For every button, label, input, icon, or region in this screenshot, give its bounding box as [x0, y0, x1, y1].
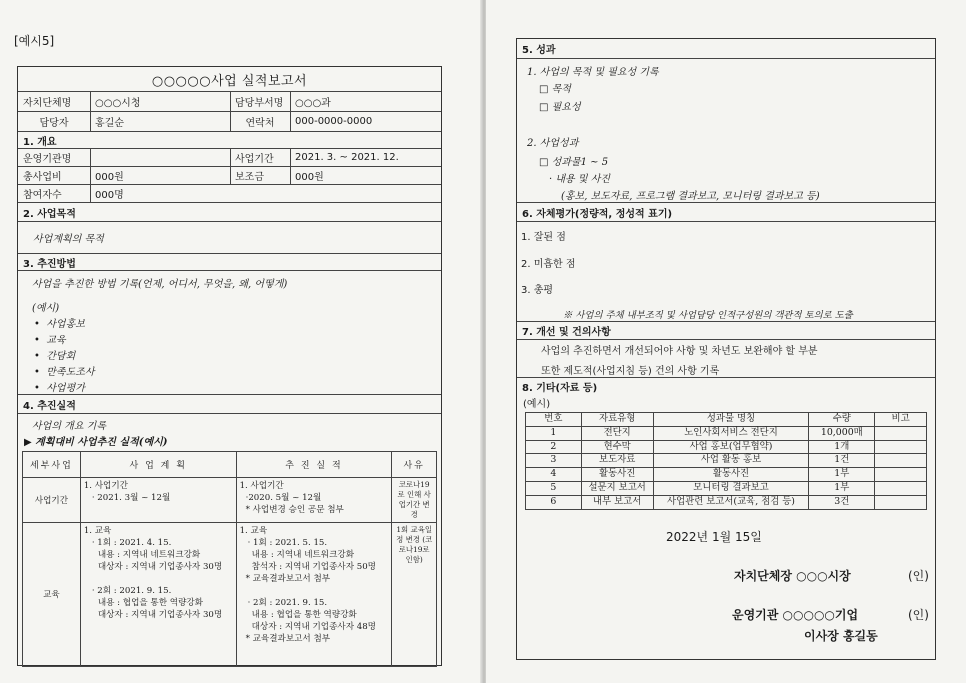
table-cell [875, 495, 927, 509]
method-example: (예시) [32, 303, 60, 314]
table-cell: 1부 [809, 468, 875, 482]
etc-heading: 8. 기타(자료 등) [522, 383, 598, 394]
report-date: 2022년 1월 15일 [666, 530, 762, 544]
results-heading: 4. 추진실적 [23, 400, 76, 412]
table-cell: 사업 홍보(업무협약) [653, 440, 809, 454]
results-table [22, 451, 437, 667]
subsidy-label: 보조금 [235, 172, 264, 183]
method-item: • 사업평가 [34, 383, 85, 394]
signer2-seal: (인) [908, 608, 929, 622]
method-text: 사업을 추진한 방법 기록(언제, 어디서, 무엇을, 왜, 어떻게) [32, 279, 288, 290]
table-cell: 6 [526, 495, 582, 509]
org-value: ○○○시청 [95, 98, 141, 109]
participants-label: 참여자수 [23, 190, 62, 201]
results-line1: 사업의 개요 기록 [32, 421, 106, 432]
table-cell [875, 440, 927, 454]
contact-value: 000-0000-0000 [295, 116, 373, 127]
method-heading: 3. 추진방법 [23, 258, 76, 270]
col-reason: 사유 [392, 452, 437, 478]
method-item: • 교육 [34, 335, 66, 346]
table-cell: 2 [526, 440, 582, 454]
signer2-label: 운영기관 ○○○○○기업 [732, 608, 859, 622]
operator-label: 운영기관명 [23, 154, 72, 165]
row-plan: 1. 사업기간 · 2021. 3월 ~ 12월 [80, 478, 236, 523]
participants-value: 000명 [95, 190, 124, 201]
method-item: • 사업홍보 [34, 319, 85, 330]
contact-label: 연락처 [245, 118, 275, 129]
table-cell: 보도자료 [581, 454, 653, 468]
outcome-section [517, 59, 935, 203]
method-section [18, 271, 441, 395]
table-cell: 활동사진 [581, 468, 653, 482]
report-form [17, 66, 442, 666]
outcome-sub2: 2. 사업성과 [527, 138, 579, 149]
table-cell: 활동사진 [653, 468, 809, 482]
col-type: 자료유형 [581, 413, 653, 427]
table-row [526, 468, 927, 482]
check-outputs: □ 성과물1 ~ 5 [539, 157, 609, 168]
table-cell: 설문지 보고서 [581, 482, 653, 496]
table-cell: 5 [526, 482, 582, 496]
purpose-heading: 2. 사업목적 [23, 208, 76, 220]
table-cell: 노인사회서비스 전단지 [653, 426, 809, 440]
improve-line1: 사업의 추진하면서 개선되어야 사항 및 차년도 보완해야 할 부분 [541, 346, 818, 357]
col-qty: 수량 [809, 413, 875, 427]
table-cell [875, 454, 927, 468]
budget-value: 000원 [95, 172, 124, 183]
purpose-text: 사업계획의 목적 [33, 234, 104, 245]
eval-good: 1. 잘된 점 [521, 232, 566, 243]
table-cell [875, 482, 927, 496]
signer1-seal: (인) [908, 569, 929, 583]
table-cell: 내부 보고서 [581, 495, 653, 509]
self-eval-section [517, 222, 935, 322]
improve-section [517, 340, 935, 378]
table-row [526, 440, 927, 454]
dept-label: 담당부서명 [235, 98, 284, 109]
col-plan: 사 업 계 획 [80, 452, 236, 478]
table-cell: 사업 활동 홍보 [653, 454, 809, 468]
table-cell [875, 426, 927, 440]
table-cell: 1부 [809, 482, 875, 496]
col-actual: 추 진 실 적 [236, 452, 392, 478]
example-label: [예시5] [14, 34, 55, 48]
table-cell: 사업관련 보고서(교육, 점검 등) [653, 495, 809, 509]
overview-heading: 1. 개요 [23, 136, 57, 148]
outcome-sub1: 1. 사업의 목적 및 필요성 기록 [527, 67, 659, 78]
check-necessity: □ 필요성 [539, 102, 581, 113]
outcome-detail: (홍보, 보도자료, 프로그램 결과보고, 모니터링 결과보고 등) [561, 191, 820, 202]
col-title: 성과물 명칭 [653, 413, 809, 427]
table-cell [875, 468, 927, 482]
org-label: 자치단체명 [23, 98, 72, 109]
eval-lacking: 2. 미흡한 점 [521, 259, 576, 270]
table-row [526, 495, 927, 509]
row-actual: 1. 사업기간 ·2020. 5월 ~ 12월 * 사업변경 승인 공문 첨부 [236, 478, 392, 523]
col-no: 번호 [526, 413, 582, 427]
outcome-heading: 5. 성과 [522, 45, 556, 56]
self-eval-heading: 6. 자체평가(정량적, 정성적 표기) [522, 208, 673, 220]
method-item: • 만족도조사 [34, 367, 95, 378]
table-row [526, 426, 927, 440]
check-purpose: □ 목적 [539, 84, 571, 95]
table-cell: 현수막 [581, 440, 653, 454]
signer2-name: 이사장 홍길동 [804, 629, 878, 643]
col-subproject: 세부사업 [23, 452, 81, 478]
eval-overall: 3. 총평 [521, 285, 554, 296]
manager-label: 담당자 [39, 118, 69, 129]
table-row [23, 522, 437, 666]
subsidy-value: 000원 [295, 172, 324, 183]
table-cell: 1 [526, 426, 582, 440]
table-cell: 모니터링 결과보고 [653, 482, 809, 496]
table-cell: 1개 [809, 440, 875, 454]
report-title: ○○○○○사업 실적보고서 [151, 73, 308, 89]
table-row [526, 454, 927, 468]
report-form-continued [516, 38, 936, 660]
period-value: 2021. 3. ~ 2021. 12. [295, 152, 399, 163]
table-row [23, 478, 437, 523]
period-label: 사업기간 [235, 154, 274, 165]
table-cell: 10,000매 [809, 426, 875, 440]
row-name: 사업기간 [23, 478, 81, 523]
row-plan: 1. 교육 · 1회 : 2021. 4. 15. 내용 : 지역내 네트워크강화 대상자 : 지역내 기업종사자 30명 · 2회 : 2021. 9. 15. 내용 : 협업을 통한 역량강화 대상자 : 지역내 기업종사자 30명 [80, 522, 236, 666]
table-cell: 전단지 [581, 426, 653, 440]
row-name: 교육 [23, 522, 81, 666]
table-cell: 3 [526, 454, 582, 468]
row-reason: 1회 교육일정 변경 (코로나19로 인함) [392, 522, 437, 666]
signer1-label: 자치단체장 ○○○시장 [734, 569, 851, 583]
budget-label: 총사업비 [23, 172, 62, 183]
method-item: • 간담회 [34, 351, 76, 362]
improve-heading: 7. 개선 및 건의사항 [522, 327, 611, 338]
etc-example: (예시) [523, 399, 551, 410]
dept-value: ○○○과 [295, 98, 331, 109]
improve-line2: 또한 제도적(사업지침 등) 건의 사항 기록 [541, 366, 720, 377]
outcome-bullet: · 내용 및 사진 [549, 174, 611, 185]
eval-note: ※ 사업의 주체 내부조직 및 사업담당 인적구성원의 객관적 토의로 도출 [563, 310, 853, 321]
outputs-table [525, 412, 927, 510]
row-actual: 1. 교육 · 1회 : 2021. 5. 15. 내용 : 지역내 네트워크강화 참석자 : 지역내 기업종사자 50명 * 교육결과보고서 첨부 · 2회 : 2021. 9. 15. 내용 : 협업을 통한 역량강화 대상자 : 지역내 기업종사자 48명 * 교육결과보고서 첨부 [236, 522, 392, 666]
table-cell: 3건 [809, 495, 875, 509]
results-line2: ▶ 계획대비 사업추진 실적(예시) [24, 437, 168, 448]
table-cell: 1건 [809, 454, 875, 468]
col-remark: 비고 [875, 413, 927, 427]
row-reason: 코로나19로 인해 사업기간 변경 [392, 478, 437, 523]
table-row [526, 482, 927, 496]
manager-value: 홍길순 [95, 118, 124, 129]
table-cell: 4 [526, 468, 582, 482]
left-page [0, 0, 482, 683]
right-page [486, 0, 966, 683]
